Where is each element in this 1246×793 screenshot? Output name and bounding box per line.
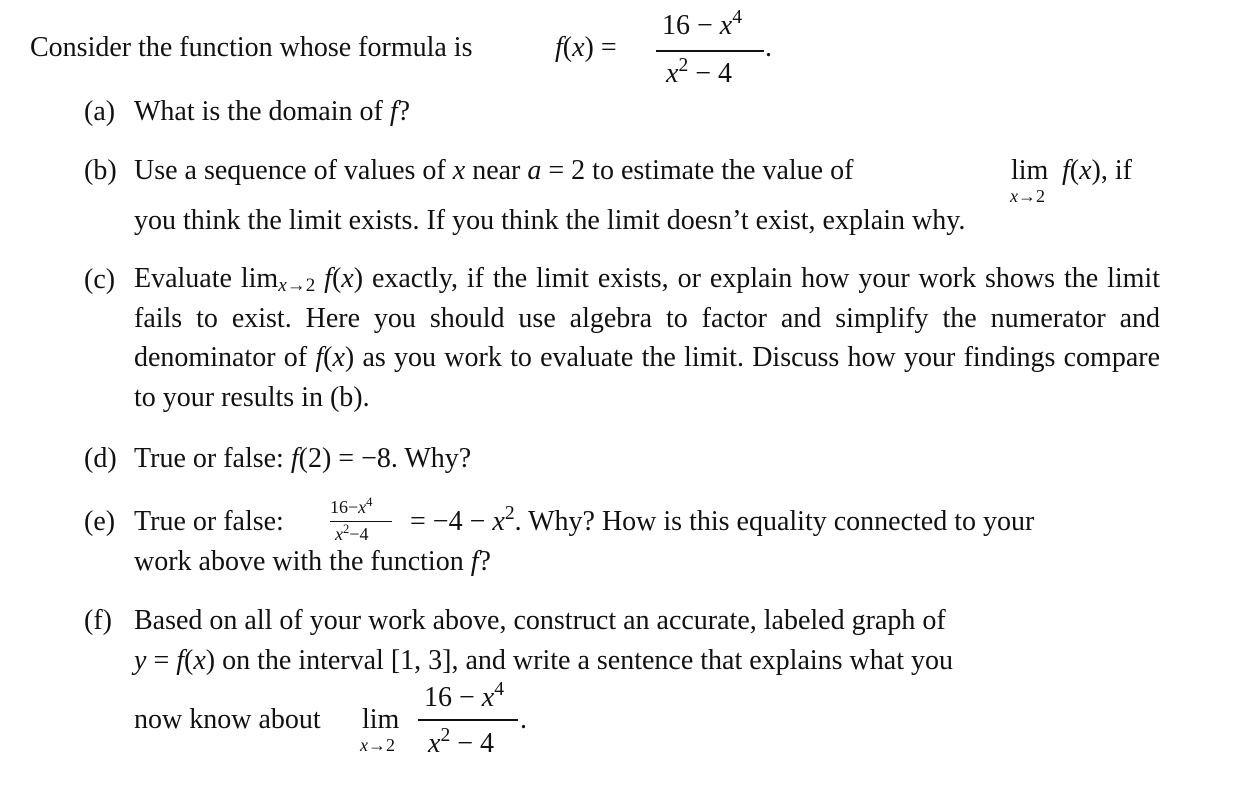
part-label: (d) xyxy=(84,443,117,474)
part-f-line3: now know about xyxy=(134,704,321,735)
intro-text: Consider the function whose formula is xyxy=(30,32,473,63)
intro-numerator: $16 - x^4$ xyxy=(662,7,743,41)
part-b-fx: f(x), if xyxy=(1062,155,1132,186)
fraction-bar xyxy=(418,719,518,721)
part-f-line2: y = f(x) on the interval [1, 3], and write a sentence that explains what you xyxy=(134,645,953,676)
small-numerator: $16-x^4$ xyxy=(330,495,373,517)
part-e-line2: work above with the function f? xyxy=(134,546,491,577)
intro-period: . xyxy=(765,32,772,63)
limit-operator: lim xyxy=(362,704,400,735)
f-denominator: $x^2 - 4$ xyxy=(428,725,495,759)
part-b-line2: you think the limit exists. If you think the limit doesn’t exist, explain why. xyxy=(134,205,966,236)
part-e-pre: True or false: xyxy=(134,506,284,537)
part-label: (b) xyxy=(84,155,117,186)
f-numerator: $16 - x^4$ xyxy=(424,679,505,713)
small-fraction-bar xyxy=(330,521,392,522)
part-d-text: True or false: f(2) = −8. Why? xyxy=(134,443,472,474)
part-f-period: . xyxy=(520,704,527,735)
part-c-text: Evaluate $\lim_{x\to 2} f(x)$ exactly, if the limit exists, or explain how your work shows the limit fails to exist. Here you should use algebra to factor and simplify the numerator and denominator of f(x) as you work to evaluate the limit. Discuss how your findings compare to your results in (b). xyxy=(134,263,1161,413)
limit-subscript: x→2 xyxy=(360,735,395,755)
intro-fx: f(x) = xyxy=(555,32,617,63)
limit-operator: lim xyxy=(1011,155,1049,186)
small-denominator: $x^2-4$ xyxy=(335,522,369,544)
part-e-line1: = $-4 - x^2$. Why? How is this equality connected to your xyxy=(410,503,1035,537)
part-label: (f) xyxy=(84,605,112,636)
part-b-line1: Use a sequence of values of x near a = 2 to estimate the value of xyxy=(134,155,854,186)
intro-denominator: $x^2 - 4$ xyxy=(666,55,733,89)
limit-subscript: x→2 xyxy=(1010,186,1045,206)
part-label: (a) xyxy=(84,96,116,127)
fraction-bar xyxy=(656,50,764,52)
part-label: (e) xyxy=(84,506,116,537)
part-a-text: What is the domain of f? xyxy=(134,96,411,127)
part-label: (c) xyxy=(84,264,116,295)
part-f-line1: Based on all of your work above, construct an accurate, labeled graph of xyxy=(134,605,946,636)
